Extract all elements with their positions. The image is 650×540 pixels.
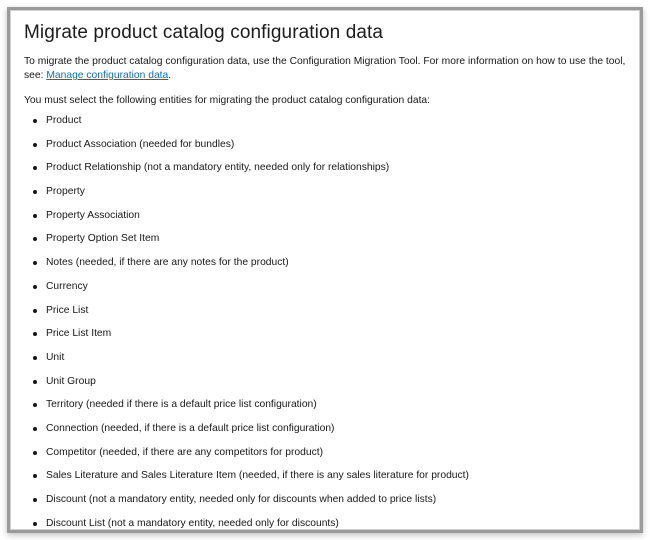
entity-label: Property <box>46 186 85 198</box>
entity-list-item <box>24 256 627 270</box>
entity-list-item <box>24 138 627 152</box>
bullet-icon <box>33 166 37 170</box>
bullet-icon <box>33 309 37 313</box>
bullet-icon <box>33 285 37 289</box>
bullet-icon <box>33 356 37 360</box>
entity-list-item <box>24 280 627 294</box>
entity-list-item <box>24 161 627 175</box>
entity-label: Property Association <box>46 209 140 221</box>
bullet-icon <box>33 498 37 502</box>
entity-list <box>24 114 627 530</box>
bullet-icon <box>33 214 37 218</box>
screenshot-frame <box>10 10 640 530</box>
bullet-icon <box>33 474 37 478</box>
entity-list-item <box>24 469 627 483</box>
entity-label: Unit Group <box>46 375 96 387</box>
article-content <box>24 19 627 530</box>
intro-text: To migrate the product catalog configuration data, use the Configuration Migration Tool. For more information on how to use the tool, see: <box>24 56 626 81</box>
bullet-icon <box>33 451 37 455</box>
entity-label: Unit <box>46 351 65 363</box>
bullet-icon <box>33 332 37 336</box>
manage-configuration-data-link[interactable]: Manage configuration data <box>46 70 169 81</box>
entity-list-item <box>24 446 627 460</box>
entity-list-item <box>24 398 627 412</box>
entity-label: Product Relationship (not a mandatory entity, needed only for relationships) <box>46 162 390 174</box>
bullet-icon <box>33 380 37 384</box>
bullet-icon <box>33 261 37 265</box>
page-title: Migrate product catalog configuration data <box>24 22 384 43</box>
entity-label: Product <box>46 115 82 126</box>
bullet-icon <box>33 190 37 194</box>
entity-list-item <box>24 422 627 436</box>
entity-list-item <box>24 304 627 318</box>
entity-label: Price List <box>46 304 89 316</box>
entity-list-item <box>24 327 627 341</box>
intro-link-suffix: . <box>168 70 172 81</box>
intro-paragraph <box>24 55 627 83</box>
entity-label: Notes (needed, if there are any notes for the product) <box>46 257 289 269</box>
entity-list-item <box>24 351 627 365</box>
entity-list-item <box>24 209 627 223</box>
entity-label: Currency <box>46 280 88 292</box>
bullet-icon <box>33 403 37 407</box>
bullet-icon <box>33 119 37 123</box>
entity-label: Competitor (needed, if there are any competitors for product) <box>46 446 324 458</box>
entity-label: Discount (not a mandatory entity, needed only for discounts when added to price lists) <box>46 494 437 505</box>
entity-label: Property Option Set Item <box>46 233 160 245</box>
entity-list-item <box>24 114 627 128</box>
entity-label: Discount List (not a mandatory entity, needed only for discounts) <box>46 517 339 529</box>
bullet-icon <box>33 427 37 431</box>
bullet-icon <box>33 143 37 147</box>
entity-list-item <box>24 517 627 530</box>
bullet-icon <box>33 237 37 241</box>
entity-label: Price List Item <box>46 328 112 340</box>
bullet-icon <box>33 522 37 526</box>
entity-label: Territory (needed if there is a default price list configuration) <box>46 399 317 411</box>
entities-lead-paragraph: You must select the following entities for migrating the product catalog configuration data: <box>24 95 431 106</box>
entity-list-item <box>24 493 627 507</box>
entity-list-item <box>24 375 627 389</box>
entity-list-item <box>24 185 627 199</box>
entity-label: Product Association (needed for bundles) <box>46 138 235 150</box>
entity-label: Connection (needed, if there is a default price list configuration) <box>46 422 335 434</box>
entity-label: Sales Literature and Sales Literature Item (needed, if there is any sales literature for product) <box>46 470 469 482</box>
entity-list-item <box>24 232 627 246</box>
